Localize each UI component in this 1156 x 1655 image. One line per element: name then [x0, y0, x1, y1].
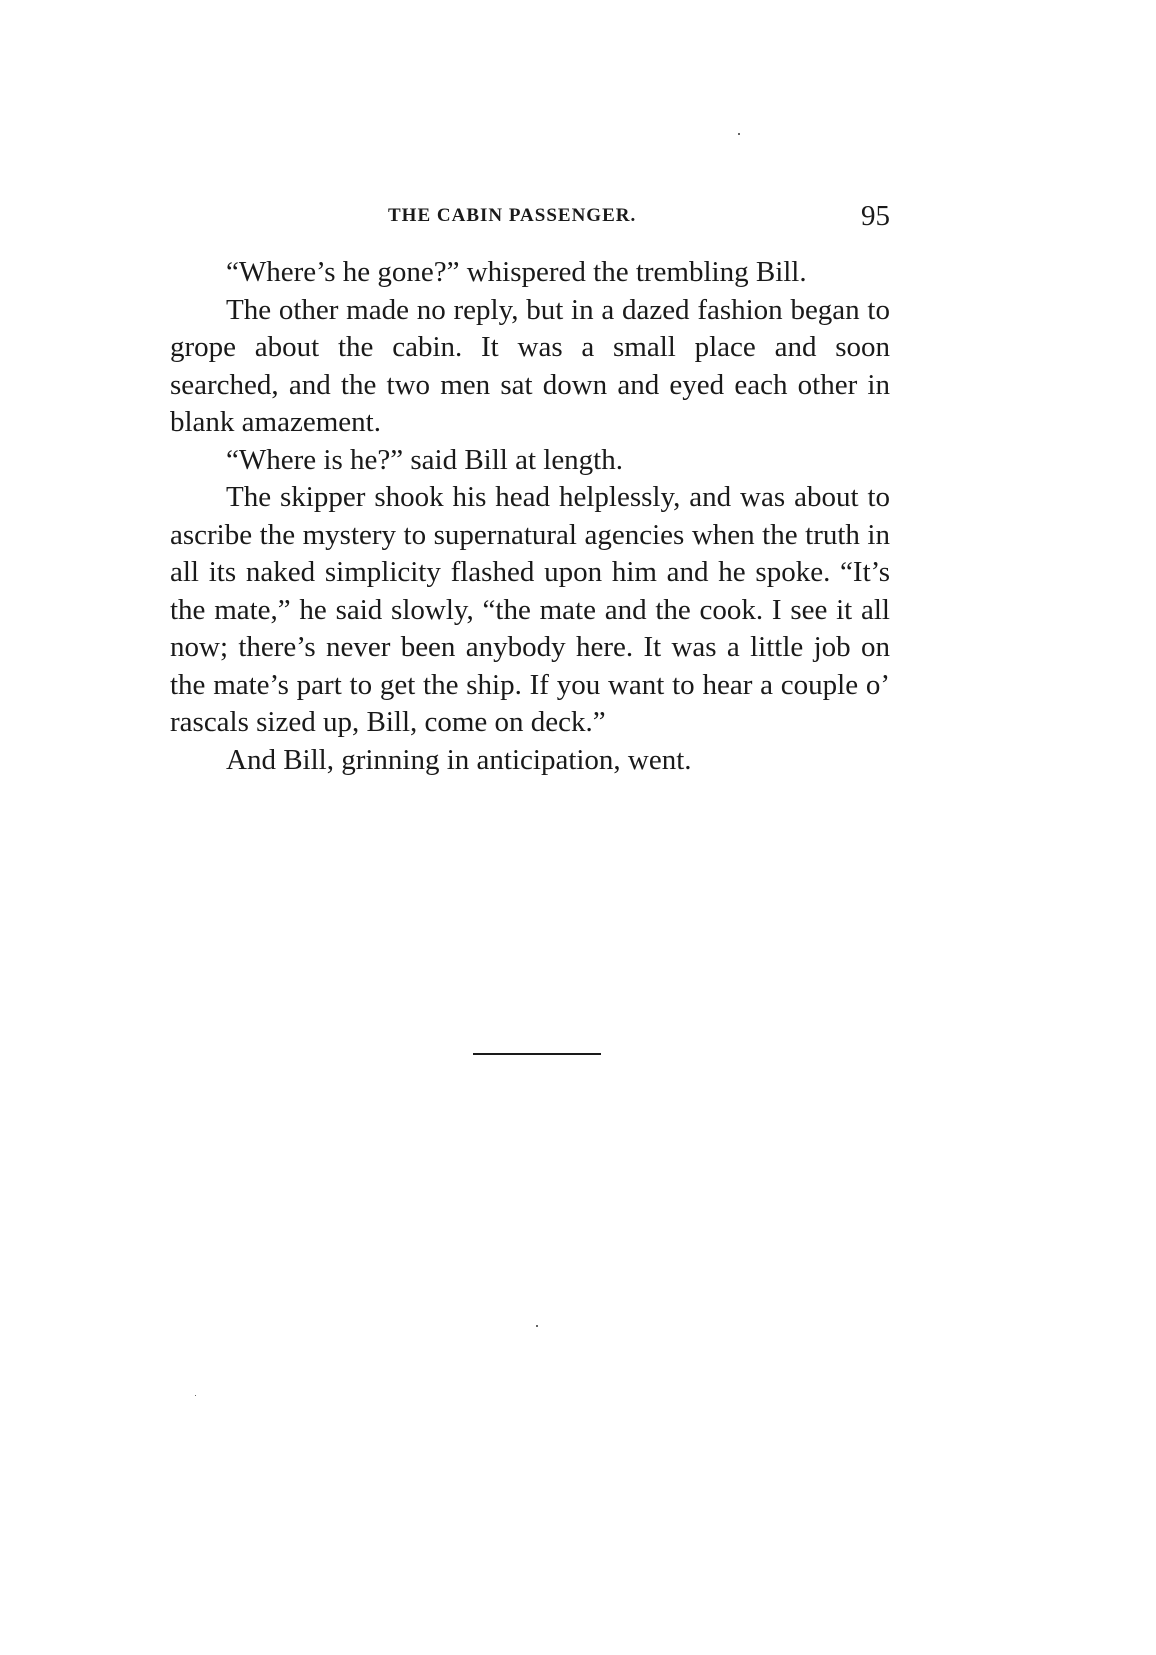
- page-number: 95: [861, 200, 890, 232]
- paragraph: “Where’s he gone?” whispered the trembling Bill.: [226, 256, 807, 288]
- running-head: [170, 200, 890, 240]
- chapter-end-rule: [473, 1053, 601, 1055]
- print-speck: [195, 1395, 196, 1396]
- print-speck: [536, 1325, 538, 1327]
- body-text: [170, 254, 890, 779]
- running-title: THE CABIN PASSENGER.: [388, 205, 637, 226]
- paragraph: “Where is he?” said Bill at length.: [226, 443, 623, 476]
- print-speck: [738, 133, 740, 135]
- paragraph: And Bill, grinning in anticipation, went.: [226, 743, 692, 776]
- paragraph: The other made no reply, but in a dazed fashion began to grope about the cabin. It was a small place and soon searched, and the two men sat down and eyed each other in blank amazement.: [170, 293, 890, 438]
- paragraph: The skipper shook his head helplessly, and was about to ascribe the mystery to supernatural agencies when the truth in all its naked simplicity flashed upon him and he spoke. “It’s the mate,” he said slowly, “the mate and the cook. I see it all now; there’s never been anybody here. It was a little job on the mate’s part to get the ship. If you want to hear a couple o’ rascals sized up, Bill, come on deck.”: [170, 481, 890, 738]
